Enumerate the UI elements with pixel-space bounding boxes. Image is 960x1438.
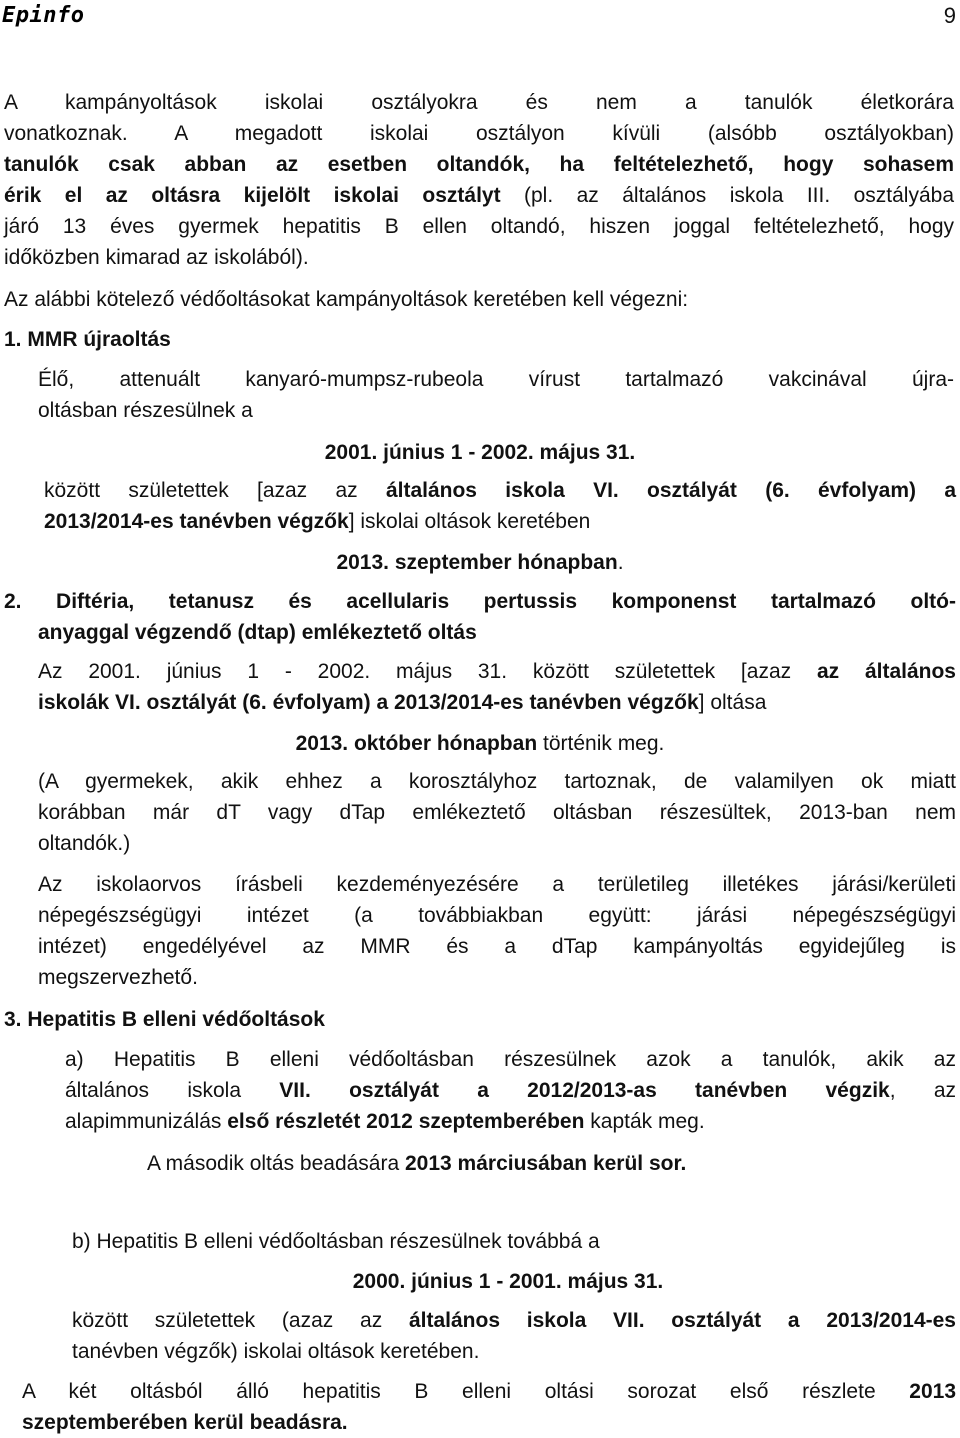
page-number: 9 [943,3,956,28]
intro-paragraph [4,87,954,273]
intro-line: járó 13 éves gyermek hepatitis B ellen oltandó, hiszen joggal feltételezhető, hogy [4,215,954,238]
section-3b: b) Hepatitis B elleni védőoltásban részesülnek továbbá a [72,1230,600,1253]
section-3a-second-dose: A második oltás beadására 2013 márciusában kerül sor. [147,1152,687,1175]
epinfo-logo: Epinfo [2,3,85,28]
section-1-text: Élő, attenuált kanyaró-mumpsz-rubeola vírust tartalmazó vakcinával újra- oltásban részesülnek a [38,368,954,422]
section-3a: a) Hepatitis B elleni védőoltásban részesülnek azok a tanulók, akik az általános iskola VII. osztályát a 2012/2013-as tanévben végzik, az alapimmunizálás első részletét 2012 szeptemberében kapták meg. [65,1048,957,1133]
intro-line: tanulók csak abban az esetben oltandók, ha feltételezhető, hogy sohasem [4,153,954,176]
section-2-note: (A gyermekek, akik ehhez a korosztályhoz tartoznak, de valamilyen ok miatt korábban már dT vagy dTap emlékeztető oltásban részesültek, 2013-ban nem oltandók.) [38,770,956,855]
section-3c: A két oltásból álló hepatitis B elleni oltási sorozat első részlete 2013 szeptemberében kerül beadásra. [22,1380,956,1434]
section-2-heading: 2. Diftéria, tetanusz és acellularis pertussis komponenst tartalmazó oltó- anyaggal végzendő (dtap) emlékeztető oltás [4,590,956,644]
section-3b-dates: 2000. június 1 - 2001. május 31. [352,1270,664,1293]
section-1-when: 2013. szeptember hónapban. [336,551,624,574]
section-3b-cohort: között születettek (azaz az általános iskola VII. osztályát a 2013/2014-es tanévben végzők) iskolai oltások keretében. [72,1309,956,1363]
section-3-heading: 3. Hepatitis B elleni védőoltások [4,1008,325,1031]
intro-line: vonatkoznak. A megadott iskolai osztályon kívüli (alsóbb osztályokban) [4,122,954,145]
intro-line: A kampányoltások iskolai osztályokra és nem a tanulók életkorára [4,91,954,114]
intro-lead: Az alábbi kötelező védőoltásokat kampányoltások keretében kell végezni: [4,288,689,311]
page-header [0,0,960,34]
section-1-heading: 1. MMR újraoltás [4,328,171,351]
intro-line: időközben kimarad az iskolából). [4,246,309,269]
section-2-cohort: Az 2001. június 1 - 2002. május 31. között születettek [azaz az általános iskolák VI. osztályát (6. évfolyam) a 2013/2014-es tanévben végzők] oltása [38,660,956,714]
section-2-when: 2013. október hónapban történik meg. [295,732,665,755]
section-2-organization: Az iskolaorvos írásbeli kezdeményezésére a területileg illetékes járási/kerületi népegészségügyi intézet (a továbbiakban együtt: járási népegészségügyi intézet) engedélyével az MMR és a dTap kampányoltás egyidejűleg is megszervezhető. [38,873,956,989]
intro-line: érik el az oltásra kijelölt iskolai osztályt (pl. az általános iskola III. osztályába [4,184,954,207]
section-1-cohort: között születettek [azaz az általános iskola VI. osztályát (6. évfolyam) a 2013/2014-es tanévben végzők] iskolai oltások keretében [44,479,956,533]
section-1-dates: 2001. június 1 - 2002. május 31. [324,441,636,464]
